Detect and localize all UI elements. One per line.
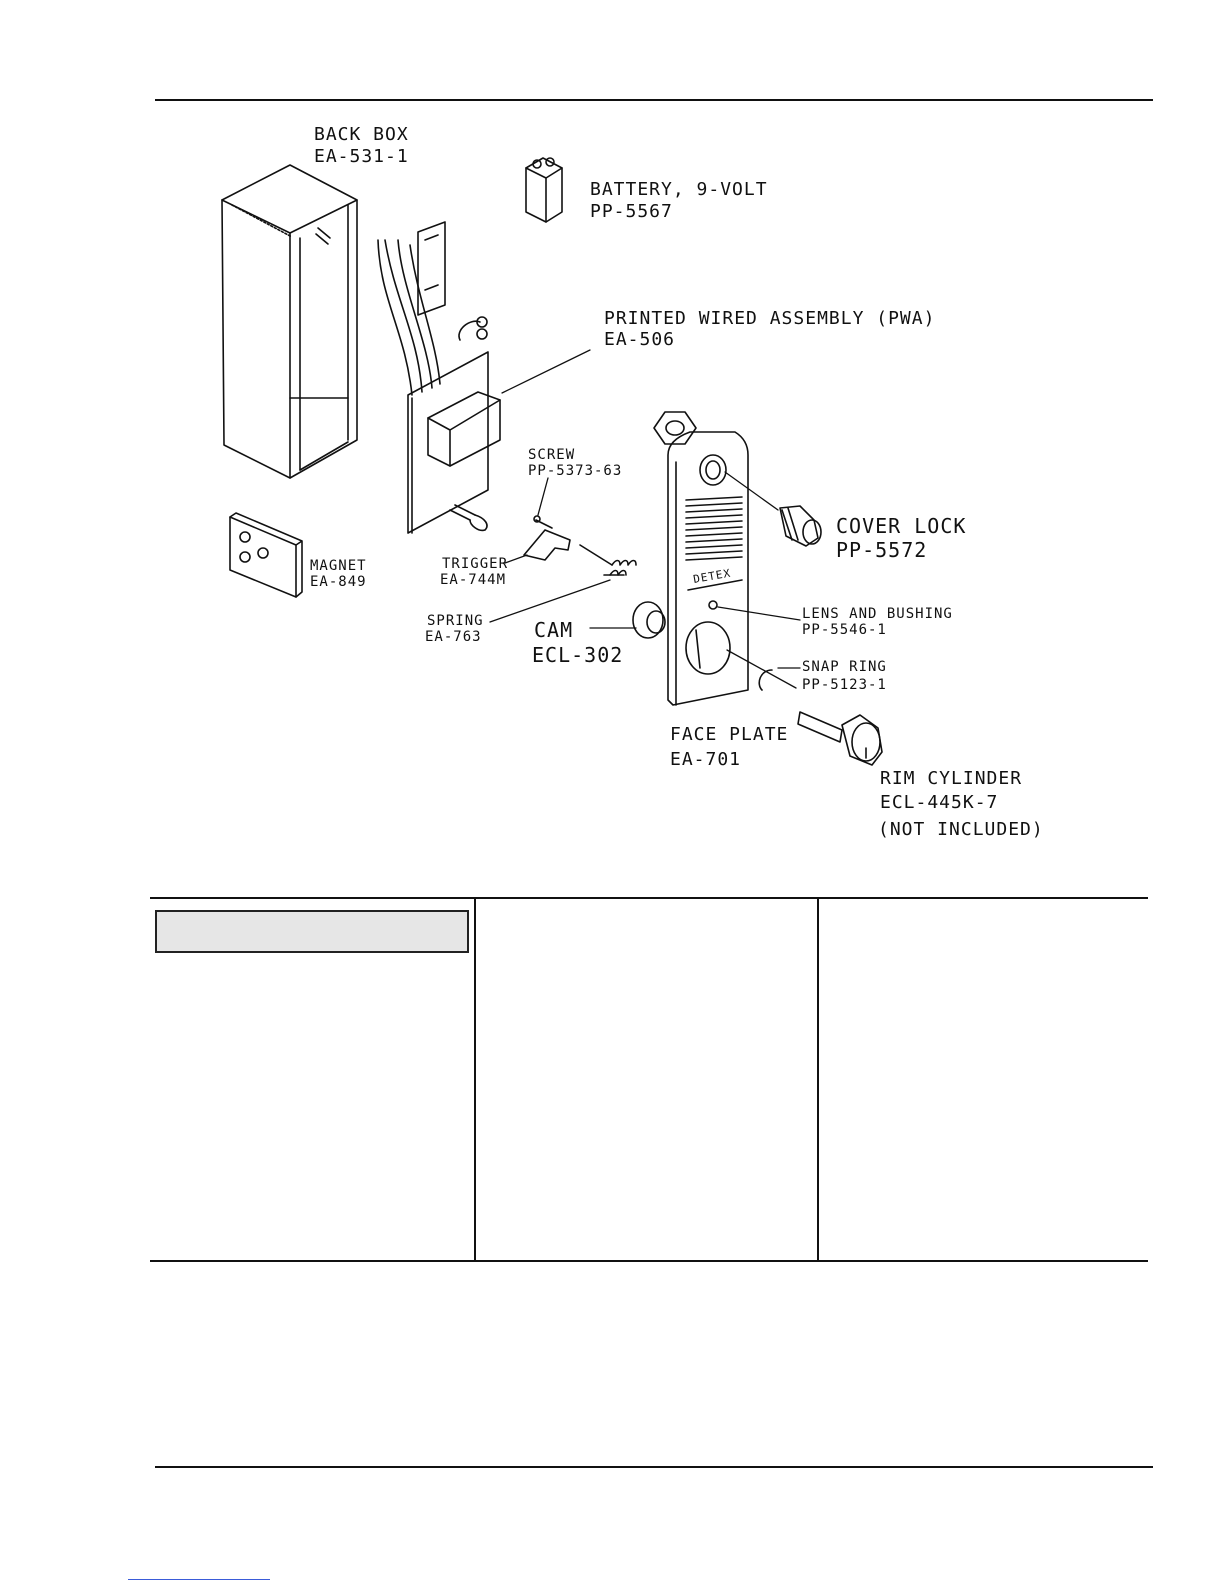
label-cam-part: ECL-302: [532, 643, 624, 667]
label-battery-part: PP-5567: [590, 201, 673, 222]
label-back-box-name: BACK BOX: [314, 124, 409, 145]
column-divider-1: [474, 897, 476, 1261]
label-magnet-part: EA-849: [310, 574, 367, 590]
label-face-plate-name: FACE PLATE: [670, 724, 789, 745]
label-battery-name: BATTERY, 9-VOLT: [590, 179, 768, 200]
trigger-assembly-drawing: [524, 516, 636, 575]
label-pwa-part: EA-506: [604, 329, 676, 350]
label-screw-part: PP-5373-63: [528, 463, 623, 479]
magnet-drawing: [230, 513, 302, 597]
label-trigger-name: TRIGGER: [442, 556, 509, 572]
label-rim-cylinder-name: RIM CYLINDER: [880, 768, 1023, 789]
label-face-plate-part: EA-701: [670, 749, 742, 770]
cover-lock-drawing: [780, 506, 821, 546]
pwa-drawing: [378, 222, 500, 533]
column-divider-2: [817, 897, 819, 1261]
label-rim-cylinder-part: ECL-445K-7: [880, 792, 999, 813]
label-lens-name: LENS AND BUSHING: [802, 606, 953, 622]
label-back-box-part: EA-531-1: [314, 146, 409, 167]
rim-cylinder-drawing: [798, 712, 882, 765]
label-magnet-name: MAGNET: [310, 558, 367, 574]
label-pwa-name: PRINTED WIRED ASSEMBLY (PWA): [604, 308, 936, 329]
face-plate-drawing: [668, 432, 748, 705]
label-cover-lock-name: COVER LOCK: [836, 514, 967, 538]
label-trigger-part: EA-744M: [440, 572, 507, 588]
label-cover-lock-part: PP-5572: [836, 538, 928, 562]
label-rim-cylinder-note: (NOT INCLUDED): [878, 819, 1044, 840]
back-box-drawing: [222, 165, 357, 478]
table-bottom-rule: [150, 1260, 1148, 1262]
table-top-rule: [150, 897, 1148, 899]
label-cam-name: CAM: [534, 618, 574, 642]
nut-drawing: [654, 412, 696, 444]
label-snap-ring-part: PP-5123-1: [802, 677, 887, 693]
faceplate-logo: DETEX: [692, 566, 733, 586]
label-spring-part: EA-763: [425, 629, 482, 645]
footer-link-underline[interactable]: [128, 1579, 270, 1580]
cam-drawing: [633, 602, 665, 638]
label-spring-name: SPRING: [427, 613, 484, 629]
label-lens-part: PP-5546-1: [802, 622, 887, 638]
footer-rule: [155, 1466, 1153, 1468]
label-screw-name: SCREW: [528, 447, 576, 463]
label-snap-ring-name: SNAP RING: [802, 659, 887, 675]
battery-drawing: [526, 158, 562, 222]
grey-header-box: [155, 910, 469, 953]
